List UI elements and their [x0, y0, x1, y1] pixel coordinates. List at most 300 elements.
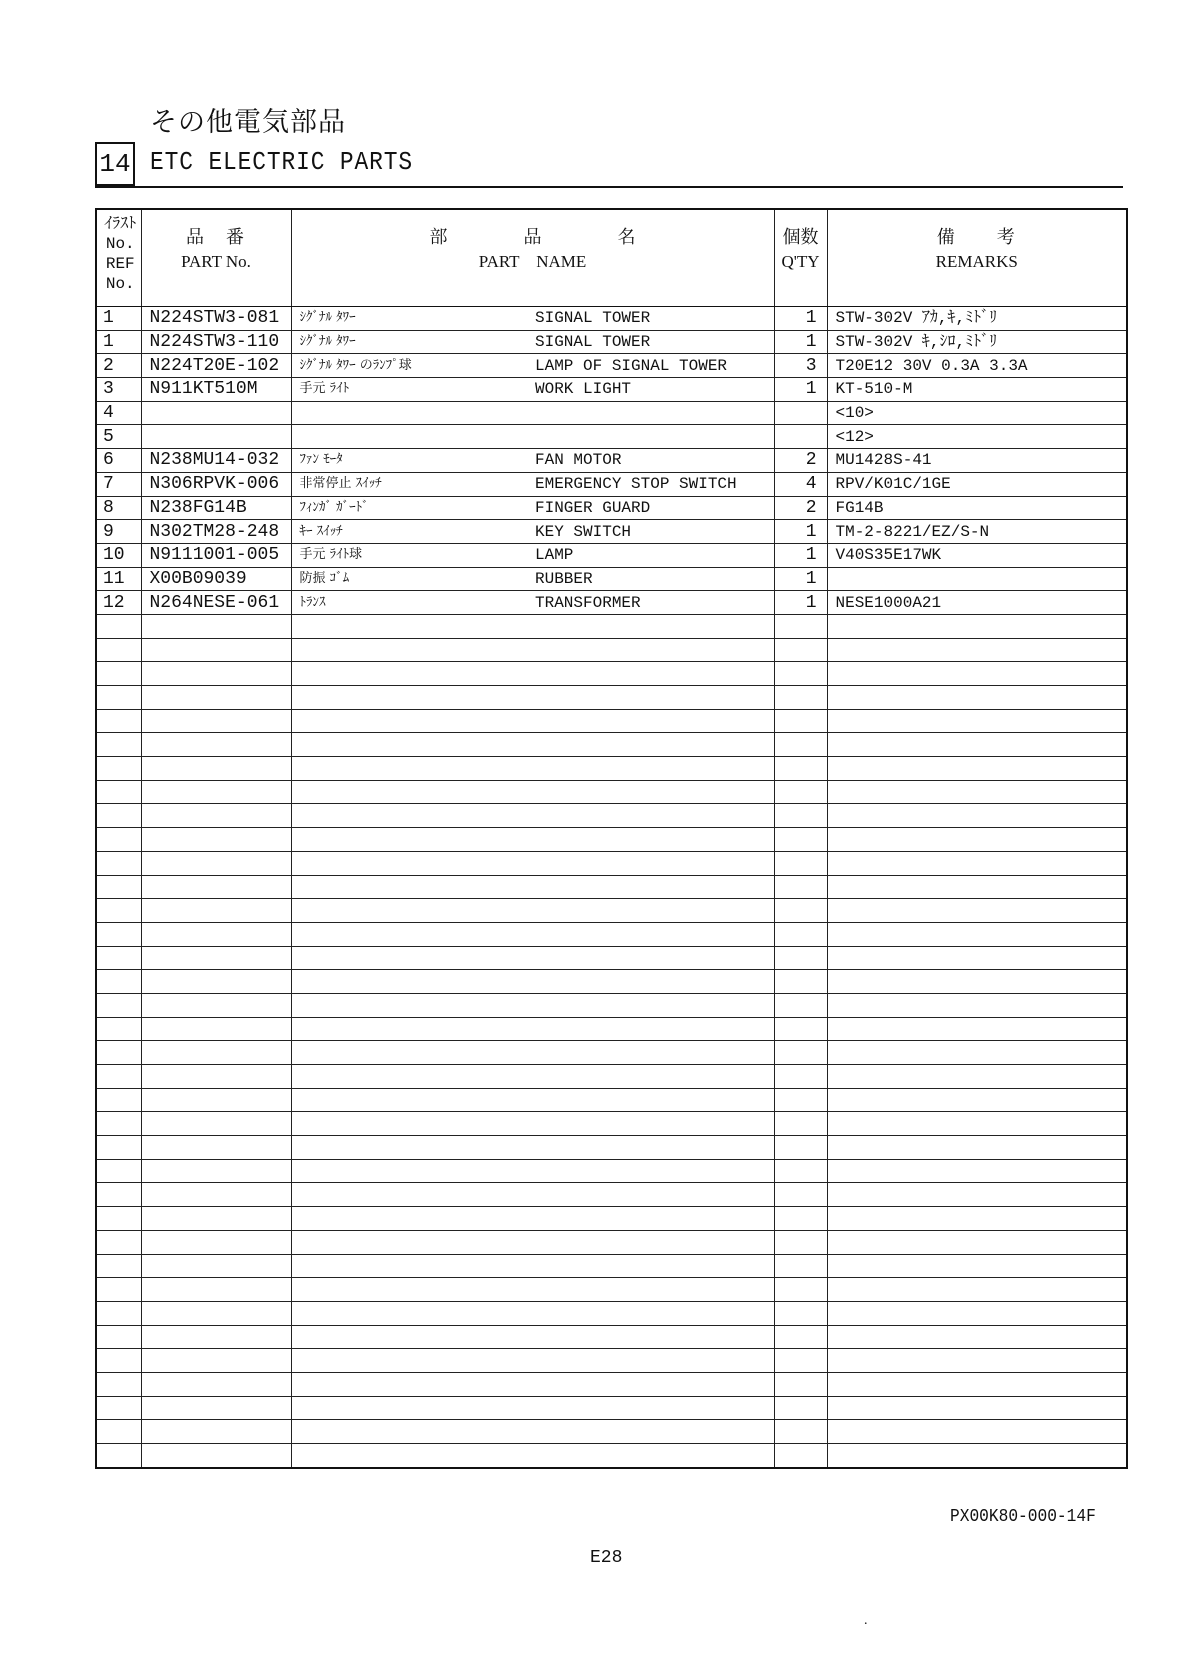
- cell-name-en: RUBBER: [527, 567, 774, 591]
- cell-ref: [96, 709, 141, 733]
- cell-part-no: [141, 425, 291, 449]
- cell-ref: [96, 686, 141, 710]
- cell-qty: [774, 922, 827, 946]
- cell-name-jp: [291, 1230, 527, 1254]
- table-row: [96, 472, 1127, 496]
- cell-qty: 1: [774, 330, 827, 354]
- cell-name-en: KEY SWITCH: [527, 520, 774, 544]
- blank-row: [96, 946, 1127, 970]
- table-row: [96, 520, 1127, 544]
- cell-name-jp: [291, 686, 527, 710]
- cell-remarks: [827, 828, 1127, 852]
- cell-name-jp: [291, 662, 527, 686]
- cell-part-no: N306RPVK-006: [141, 472, 291, 496]
- cell-name-jp: ﾌｨﾝｶﾞ ｶﾞｰﾄﾞ: [291, 496, 527, 520]
- cell-part-no: [141, 1396, 291, 1420]
- cell-part-no: N224T20E-102: [141, 354, 291, 378]
- cell-ref: [96, 1112, 141, 1136]
- cell-name-jp: [291, 1254, 527, 1278]
- cell-name-jp: ｼｸﾞﾅﾙ ﾀﾜｰ のﾗﾝﾌﾟ球: [291, 354, 527, 378]
- cell-qty: [774, 1017, 827, 1041]
- cell-part-no: [141, 686, 291, 710]
- cell-qty: [774, 1159, 827, 1183]
- cell-name-en: [527, 1325, 774, 1349]
- cell-name-en: [527, 1230, 774, 1254]
- cell-name-jp: [291, 946, 527, 970]
- cell-name-en: [527, 757, 774, 781]
- blank-row: [96, 1325, 1127, 1349]
- cell-part-no: [141, 1088, 291, 1112]
- cell-part-no: [141, 1159, 291, 1183]
- cell-part-no: N911KT510M: [141, 378, 291, 402]
- cell-ref: [96, 1230, 141, 1254]
- cell-name-en: SIGNAL TOWER: [527, 307, 774, 331]
- cell-ref: 9: [96, 520, 141, 544]
- cell-ref: 12: [96, 591, 141, 615]
- cell-ref: [96, 922, 141, 946]
- cell-name-en: [527, 638, 774, 662]
- blank-row: [96, 1349, 1127, 1373]
- cell-part-no: [141, 804, 291, 828]
- cell-part-no: [141, 970, 291, 994]
- cell-name-jp: [291, 1112, 527, 1136]
- cell-ref: [96, 1041, 141, 1065]
- cell-name-jp: [291, 993, 527, 1017]
- cell-name-jp: [291, 709, 527, 733]
- cell-qty: [774, 1112, 827, 1136]
- cell-qty: [774, 1325, 827, 1349]
- cell-qty: 1: [774, 567, 827, 591]
- cell-qty: [774, 1396, 827, 1420]
- cell-part-no: [141, 709, 291, 733]
- cell-ref: [96, 1420, 141, 1444]
- cell-ref: 5: [96, 425, 141, 449]
- blank-row: [96, 1372, 1127, 1396]
- table-row: [96, 449, 1127, 473]
- cell-qty: [774, 780, 827, 804]
- header-ref-jp: ｲﾗｽﾄ: [104, 215, 137, 233]
- cell-ref: [96, 1207, 141, 1231]
- cell-name-jp: [291, 425, 527, 449]
- cell-qty: [774, 401, 827, 425]
- blank-row: [96, 686, 1127, 710]
- cell-name-en: [527, 662, 774, 686]
- cell-qty: [774, 875, 827, 899]
- cell-qty: [774, 1088, 827, 1112]
- cell-name-en: TRANSFORMER: [527, 591, 774, 615]
- blank-row: [96, 1207, 1127, 1231]
- cell-qty: 2: [774, 449, 827, 473]
- cell-qty: [774, 1183, 827, 1207]
- blank-row: [96, 1444, 1127, 1468]
- cell-remarks: FG14B: [827, 496, 1127, 520]
- table-row: [96, 330, 1127, 354]
- cell-name-jp: [291, 1301, 527, 1325]
- document-number: PX00K80-000-14F: [950, 1507, 1096, 1527]
- blank-row: [96, 780, 1127, 804]
- cell-qty: 1: [774, 378, 827, 402]
- cell-name-en: [527, 733, 774, 757]
- header-part-no: [141, 209, 291, 307]
- cell-name-jp: [291, 899, 527, 923]
- cell-remarks: [827, 1396, 1127, 1420]
- cell-remarks: [827, 1136, 1127, 1160]
- cell-qty: [774, 757, 827, 781]
- blank-row: [96, 662, 1127, 686]
- cell-name-en: [527, 614, 774, 638]
- parts-table-body: [96, 307, 1127, 1468]
- cell-qty: 2: [774, 496, 827, 520]
- header-ref-en: REF: [105, 255, 135, 273]
- cell-name-en: LAMP OF SIGNAL TOWER: [527, 354, 774, 378]
- cell-name-jp: [291, 1041, 527, 1065]
- cell-name-jp: [291, 638, 527, 662]
- header-qty-en: Q'TY: [781, 252, 820, 271]
- cell-name-en: [527, 1183, 774, 1207]
- cell-ref: [96, 1349, 141, 1373]
- cell-part-no: N264NESE-061: [141, 591, 291, 615]
- table-row: [96, 425, 1127, 449]
- blank-row: [96, 1301, 1127, 1325]
- cell-name-en: [527, 1372, 774, 1396]
- cell-part-no: [141, 1372, 291, 1396]
- header-part-name-jp: [292, 228, 774, 248]
- cell-name-en: [527, 1112, 774, 1136]
- blank-row: [96, 922, 1127, 946]
- blank-row: [96, 757, 1127, 781]
- cell-qty: 3: [774, 354, 827, 378]
- cell-name-en: [527, 401, 774, 425]
- cell-name-jp: [291, 970, 527, 994]
- cell-ref: [96, 946, 141, 970]
- cell-ref: [96, 993, 141, 1017]
- cell-name-en: [527, 804, 774, 828]
- section-title-jp: その他電気部品: [150, 107, 346, 138]
- cell-name-en: [527, 709, 774, 733]
- cell-qty: [774, 1444, 827, 1468]
- cell-name-jp: [291, 804, 527, 828]
- cell-part-no: [141, 1230, 291, 1254]
- cell-remarks: <10>: [827, 401, 1127, 425]
- header-ref-no: No.: [105, 235, 135, 253]
- blank-row: [96, 1396, 1127, 1420]
- cell-part-no: [141, 1278, 291, 1302]
- header-part-name-en: PART NAME: [478, 252, 587, 271]
- cell-remarks: [827, 686, 1127, 710]
- cell-part-no: [141, 1444, 291, 1468]
- cell-remarks: [827, 757, 1127, 781]
- cell-remarks: STW-302V ｱｶ,ｷ,ﾐﾄﾞﾘ: [827, 307, 1127, 331]
- cell-qty: [774, 828, 827, 852]
- cell-name-jp: [291, 1207, 527, 1231]
- cell-ref: [96, 1159, 141, 1183]
- cell-part-no: [141, 1017, 291, 1041]
- cell-name-jp: ﾌｧﾝ ﾓｰﾀ: [291, 449, 527, 473]
- cell-name-en: [527, 1207, 774, 1231]
- table-row: [96, 354, 1127, 378]
- cell-part-no: N224STW3-110: [141, 330, 291, 354]
- cell-ref: 8: [96, 496, 141, 520]
- header-name-jp-2: 品: [523, 227, 542, 248]
- table-header-row: [96, 209, 1127, 307]
- blank-row: [96, 1041, 1127, 1065]
- cell-name-en: FINGER GUARD: [527, 496, 774, 520]
- cell-remarks: [827, 638, 1127, 662]
- blank-row: [96, 1065, 1127, 1089]
- blank-row: [96, 1420, 1127, 1444]
- cell-ref: [96, 780, 141, 804]
- cell-qty: [774, 804, 827, 828]
- cell-name-jp: [291, 851, 527, 875]
- cell-remarks: [827, 1278, 1127, 1302]
- cell-part-no: [141, 1325, 291, 1349]
- blank-row: [96, 1183, 1127, 1207]
- cell-name-en: [527, 899, 774, 923]
- cell-qty: [774, 1278, 827, 1302]
- cell-remarks: [827, 1207, 1127, 1231]
- cell-ref: [96, 733, 141, 757]
- cell-name-jp: [291, 733, 527, 757]
- cell-remarks: [827, 1349, 1127, 1373]
- header-ref-no2: No.: [105, 275, 135, 293]
- cell-name-jp: [291, 1159, 527, 1183]
- cell-part-no: [141, 1136, 291, 1160]
- blank-row: [96, 828, 1127, 852]
- cell-part-no: [141, 851, 291, 875]
- cell-part-no: [141, 733, 291, 757]
- cell-qty: [774, 1136, 827, 1160]
- cell-qty: [774, 946, 827, 970]
- cell-name-en: EMERGENCY STOP SWITCH: [527, 472, 774, 496]
- cell-remarks: [827, 1183, 1127, 1207]
- cell-part-no: [141, 899, 291, 923]
- cell-name-jp: [291, 1325, 527, 1349]
- cell-remarks: [827, 733, 1127, 757]
- table-row: [96, 307, 1127, 331]
- cell-qty: [774, 614, 827, 638]
- header-part-no-en: PART No.: [181, 252, 251, 271]
- cell-ref: [96, 614, 141, 638]
- cell-remarks: [827, 1420, 1127, 1444]
- cell-name-jp: [291, 922, 527, 946]
- table-row: [96, 378, 1127, 402]
- table-row: [96, 401, 1127, 425]
- cell-ref: [96, 1278, 141, 1302]
- cell-part-no: N9111001-005: [141, 543, 291, 567]
- page-number: E28: [590, 1548, 623, 1568]
- blank-row: [96, 804, 1127, 828]
- cell-qty: [774, 638, 827, 662]
- cell-part-no: [141, 1254, 291, 1278]
- cell-name-en: [527, 1420, 774, 1444]
- cell-ref: [96, 804, 141, 828]
- cell-remarks: [827, 1088, 1127, 1112]
- cell-name-jp: [291, 780, 527, 804]
- cell-ref: [96, 1017, 141, 1041]
- title-rule: [95, 186, 1123, 188]
- cell-remarks: KT-510-M: [827, 378, 1127, 402]
- cell-name-jp: 手元 ﾗｲﾄ球: [291, 543, 527, 567]
- cell-name-en: [527, 946, 774, 970]
- cell-name-jp: [291, 1278, 527, 1302]
- cell-ref: [96, 1396, 141, 1420]
- blank-row: [96, 1112, 1127, 1136]
- cell-remarks: [827, 567, 1127, 591]
- table-row: [96, 567, 1127, 591]
- cell-name-jp: [291, 757, 527, 781]
- cell-name-en: [527, 1065, 774, 1089]
- cell-remarks: MU1428S-41: [827, 449, 1127, 473]
- cell-ref: [96, 875, 141, 899]
- cell-ref: [96, 1136, 141, 1160]
- cell-qty: [774, 425, 827, 449]
- cell-name-jp: [291, 875, 527, 899]
- cell-name-en: [527, 1254, 774, 1278]
- cell-remarks: [827, 1230, 1127, 1254]
- blank-row: [96, 733, 1127, 757]
- cell-remarks: TM-2-8221/EZ/S-N: [827, 520, 1127, 544]
- cell-qty: [774, 709, 827, 733]
- cell-qty: 1: [774, 520, 827, 544]
- blank-row: [96, 1088, 1127, 1112]
- cell-qty: [774, 1372, 827, 1396]
- cell-remarks: [827, 1041, 1127, 1065]
- cell-qty: [774, 662, 827, 686]
- cell-qty: [774, 1254, 827, 1278]
- cell-name-en: [527, 922, 774, 946]
- cell-name-jp: [291, 1017, 527, 1041]
- cell-name-en: [527, 425, 774, 449]
- blank-row: [96, 638, 1127, 662]
- blank-row: [96, 1159, 1127, 1183]
- cell-part-no: [141, 614, 291, 638]
- blank-row: [96, 1017, 1127, 1041]
- cell-part-no: [141, 780, 291, 804]
- cell-name-jp: [291, 1088, 527, 1112]
- cell-remarks: [827, 1112, 1127, 1136]
- cell-part-no: N238FG14B: [141, 496, 291, 520]
- cell-part-no: [141, 993, 291, 1017]
- cell-remarks: <12>: [827, 425, 1127, 449]
- cell-part-no: [141, 1041, 291, 1065]
- header-part-no-jp: 品 番: [186, 227, 246, 248]
- cell-part-no: [141, 662, 291, 686]
- cell-ref: [96, 1301, 141, 1325]
- cell-ref: [96, 638, 141, 662]
- cell-ref: [96, 1088, 141, 1112]
- cell-remarks: [827, 1017, 1127, 1041]
- section-number-box: 14: [95, 142, 135, 186]
- cell-ref: [96, 899, 141, 923]
- cell-remarks: [827, 780, 1127, 804]
- blank-row: [96, 851, 1127, 875]
- cell-remarks: V40S35E17WK: [827, 543, 1127, 567]
- cell-ref: 2: [96, 354, 141, 378]
- cell-qty: [774, 1301, 827, 1325]
- cell-qty: [774, 851, 827, 875]
- cell-part-no: [141, 1065, 291, 1089]
- cell-part-no: [141, 922, 291, 946]
- header-remarks: [827, 209, 1127, 307]
- cell-ref: 10: [96, 543, 141, 567]
- cell-name-en: WORK LIGHT: [527, 378, 774, 402]
- cell-ref: 7: [96, 472, 141, 496]
- header-qty: [774, 209, 827, 307]
- cell-name-jp: [291, 1372, 527, 1396]
- cell-name-en: [527, 970, 774, 994]
- cell-remarks: NESE1000A21: [827, 591, 1127, 615]
- cell-ref: [96, 757, 141, 781]
- cell-part-no: [141, 828, 291, 852]
- cell-name-jp: 防振 ｺﾞﾑ: [291, 567, 527, 591]
- cell-qty: [774, 993, 827, 1017]
- cell-name-en: [527, 1017, 774, 1041]
- cell-qty: [774, 1420, 827, 1444]
- cell-remarks: [827, 875, 1127, 899]
- table-row: [96, 543, 1127, 567]
- cell-qty: [774, 686, 827, 710]
- blank-row: [96, 709, 1127, 733]
- cell-remarks: [827, 1301, 1127, 1325]
- cell-remarks: [827, 662, 1127, 686]
- blank-row: [96, 1230, 1127, 1254]
- cell-ref: [96, 1325, 141, 1349]
- cell-ref: [96, 1444, 141, 1468]
- cell-remarks: [827, 1159, 1127, 1183]
- blank-row: [96, 614, 1127, 638]
- cell-part-no: [141, 1349, 291, 1373]
- cell-name-en: SIGNAL TOWER: [527, 330, 774, 354]
- cell-qty: [774, 733, 827, 757]
- cell-remarks: T20E12 30V 0.3A 3.3A: [827, 354, 1127, 378]
- cell-remarks: [827, 946, 1127, 970]
- blank-row: [96, 993, 1127, 1017]
- cell-ref: 6: [96, 449, 141, 473]
- cell-ref: [96, 1183, 141, 1207]
- table-row: [96, 591, 1127, 615]
- cell-qty: 1: [774, 543, 827, 567]
- cell-name-en: [527, 851, 774, 875]
- cell-ref: [96, 828, 141, 852]
- cell-part-no: N224STW3-081: [141, 307, 291, 331]
- cell-name-jp: [291, 1396, 527, 1420]
- cell-name-jp: [291, 1349, 527, 1373]
- cell-name-jp: [291, 1183, 527, 1207]
- cell-part-no: [141, 1112, 291, 1136]
- cell-remarks: [827, 1254, 1127, 1278]
- cell-part-no: N302TM28-248: [141, 520, 291, 544]
- cell-part-no: [141, 946, 291, 970]
- cell-name-jp: [291, 1444, 527, 1468]
- cell-ref: [96, 851, 141, 875]
- cell-name-jp: 非常停止 ｽｲｯﾁ: [291, 472, 527, 496]
- cell-name-en: [527, 780, 774, 804]
- cell-name-en: [527, 1041, 774, 1065]
- header-name-jp-3: 名: [617, 227, 636, 248]
- table-row: [96, 496, 1127, 520]
- header-ref: [96, 209, 141, 307]
- cell-part-no: [141, 1420, 291, 1444]
- parts-table: [95, 208, 1128, 1469]
- cell-name-en: [527, 686, 774, 710]
- cell-name-en: [527, 875, 774, 899]
- cell-part-no: [141, 757, 291, 781]
- cell-name-en: [527, 1444, 774, 1468]
- cell-name-jp: [291, 1065, 527, 1089]
- cell-qty: [774, 1041, 827, 1065]
- cell-name-jp: [291, 1136, 527, 1160]
- cell-name-jp: ﾄﾗﾝｽ: [291, 591, 527, 615]
